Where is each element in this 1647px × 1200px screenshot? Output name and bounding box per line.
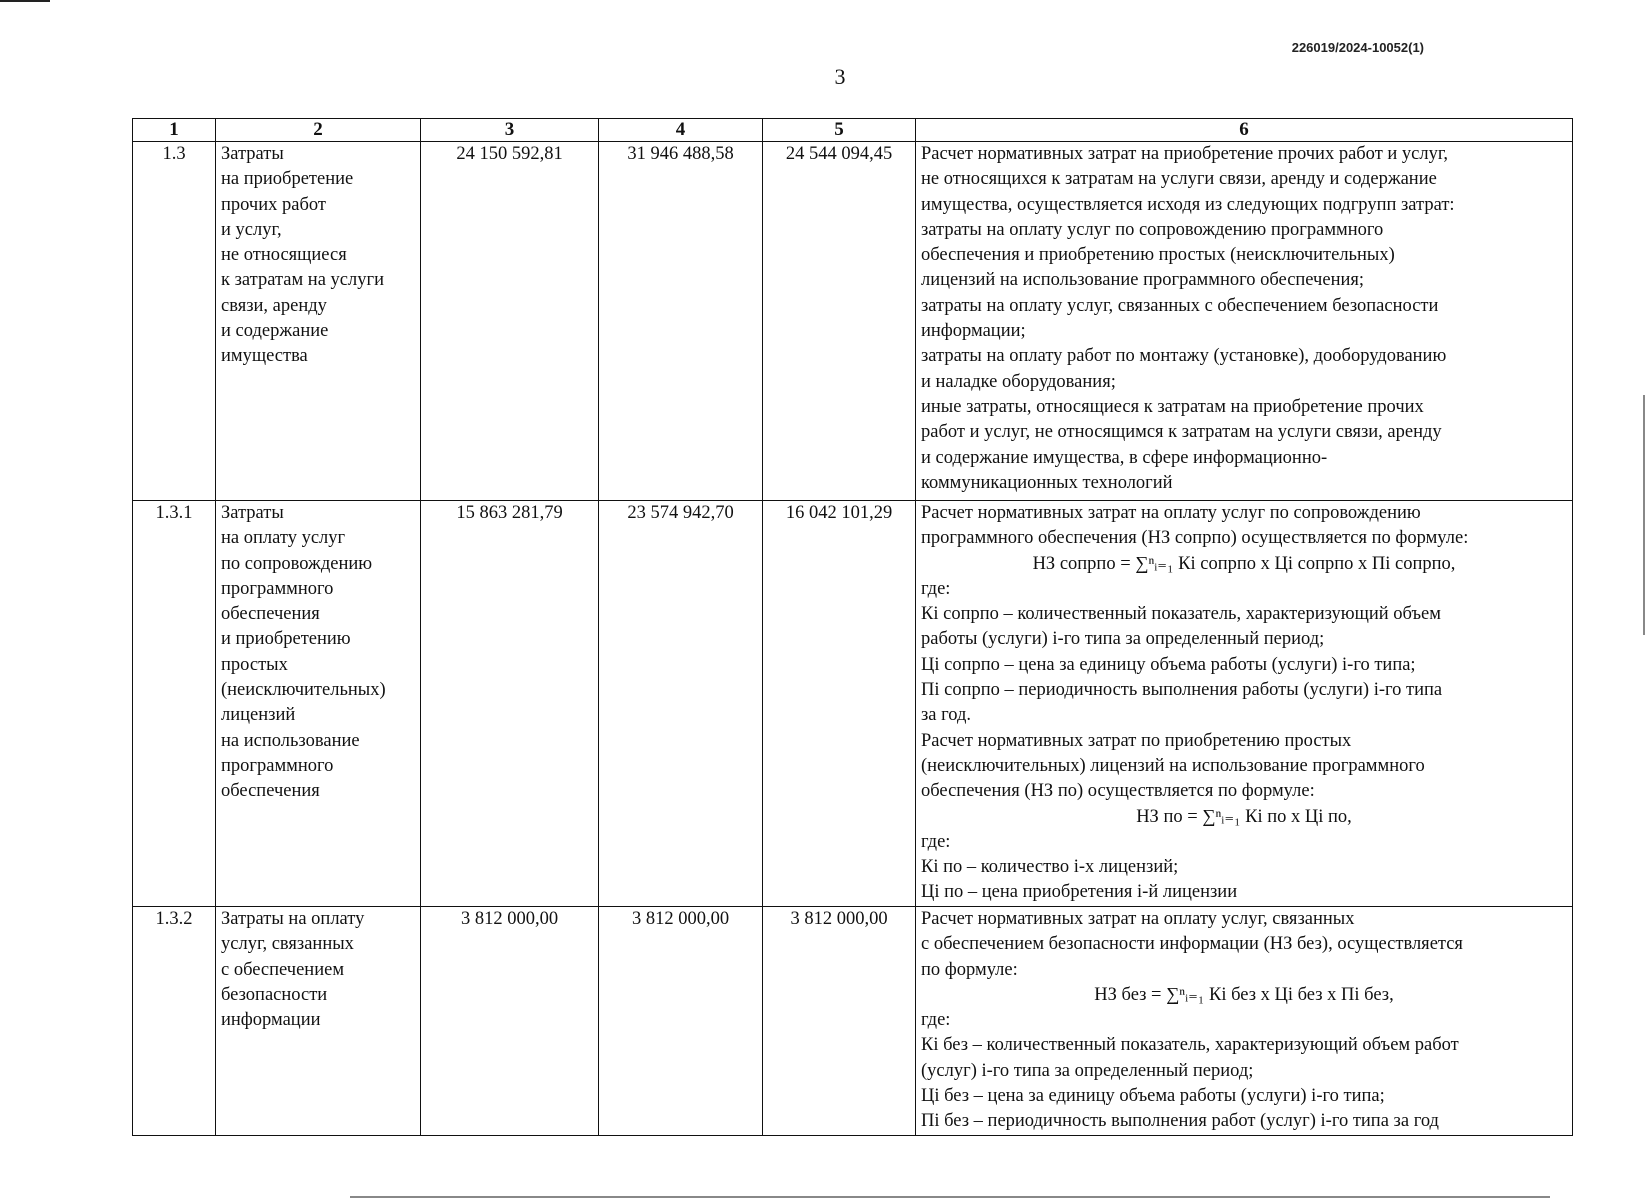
name-line: прочих работ <box>221 194 326 215</box>
cost-table <box>132 118 1573 1136</box>
desc-line: (услуг) i-го типа за определенный период; <box>921 1060 1254 1081</box>
name-line: и приобретению <box>221 629 351 650</box>
formula-line: НЗ без = ∑ⁿᵢ₌₁ Кi без x Цi без x Пi без, <box>1094 984 1394 1005</box>
name-line: на использование <box>221 730 360 751</box>
desc-line: (неисключительных) лицензий на использование программного <box>921 755 1425 776</box>
amount-col3: 15 863 281,79 <box>421 501 599 907</box>
name-line: Затраты <box>221 144 284 164</box>
desc-line: и содержание имущества, в сфере информационно- <box>921 447 1328 468</box>
name-line: Затраты <box>221 503 284 523</box>
desc-line: с обеспечением безопасности информации (НЗ без), осуществляется <box>921 934 1463 955</box>
desc-line: Пi без – периодичность выполнения работ (услуг) i-го типа за год <box>921 1111 1439 1132</box>
scan-artifact-line <box>1643 395 1645 635</box>
row-description <box>916 501 1573 907</box>
desc-line: Цi без – цена за единицу объема работы (услуги) i-го типа; <box>921 1086 1385 1107</box>
amount-col3: 24 150 592,81 <box>421 142 599 501</box>
name-line: информации <box>221 1010 321 1031</box>
desc-line: где: <box>921 831 951 852</box>
table-header-row <box>133 119 1573 142</box>
desc-line: Кi без – количественный показатель, характеризующий объем работ <box>921 1035 1459 1056</box>
name-line: на оплату услуг <box>221 528 346 549</box>
name-line: обеспечения <box>221 781 320 802</box>
row-number: 1.3.1 <box>133 501 216 907</box>
desc-line: Кi сопрпо – количественный показатель, характеризующий объем <box>921 604 1441 625</box>
desc-line: Расчет нормативных затрат по приобретению простых <box>921 730 1352 751</box>
column-header: 2 <box>216 119 421 142</box>
desc-line: Расчет нормативных затрат на оплату услуг по сопровождению <box>921 503 1421 523</box>
desc-line: работ и услуг, не относящимся к затратам на услуги связи, аренду <box>921 422 1442 443</box>
name-line: услуг, связанных <box>221 934 354 955</box>
desc-line: по формуле: <box>921 959 1018 980</box>
name-line: имущества <box>221 346 308 367</box>
amount-col5: 24 544 094,45 <box>763 142 916 501</box>
name-line: связи, аренду <box>221 295 327 316</box>
amount-col5: 3 812 000,00 <box>763 907 916 1136</box>
name-line: лицензий <box>221 705 296 726</box>
desc-line: иные затраты, относящиеся к затратам на приобретение прочих <box>921 396 1424 417</box>
name-line: (неисключительных) <box>221 680 386 701</box>
name-line: программного <box>221 755 334 776</box>
column-header: 1 <box>133 119 216 142</box>
desc-line: информации; <box>921 321 1026 342</box>
scan-artifact-line <box>350 1196 1550 1198</box>
desc-line: Кi по – количество i-х лицензий; <box>921 857 1179 878</box>
desc-line: и наладке оборудования; <box>921 371 1116 392</box>
desc-line: затраты на оплату услуг, связанных с обеспечением безопасности <box>921 295 1439 316</box>
column-header: 6 <box>916 119 1573 142</box>
name-line: с обеспечением <box>221 959 345 980</box>
desc-line: не относящихся к затратам на услуги связи, аренду и содержание <box>921 169 1437 190</box>
desc-line: где: <box>921 578 951 599</box>
desc-line: имущества, осуществляется исходя из следующих подгрупп затрат: <box>921 194 1455 215</box>
name-line: Затраты на оплату <box>221 909 365 929</box>
amount-col4: 3 812 000,00 <box>599 907 763 1136</box>
desc-line: затраты на оплату работ по монтажу (установке), дооборудованию <box>921 346 1447 367</box>
desc-line: где: <box>921 1010 951 1031</box>
name-line: программного <box>221 578 334 599</box>
desc-line: за год. <box>921 705 972 726</box>
amount-col4: 31 946 488,58 <box>599 142 763 501</box>
name-line: и содержание <box>221 321 329 342</box>
formula-line: НЗ по = ∑ⁿᵢ₌₁ Кi по x Цi по, <box>1136 806 1352 827</box>
desc-line: Расчет нормативных затрат на приобретение прочих работ и услуг, <box>921 144 1448 164</box>
name-line: и услуг, <box>221 219 282 240</box>
desc-line: обеспечения (НЗ по) осуществляется по формуле: <box>921 781 1315 802</box>
desc-line: Пi сопрпо – периодичность выполнения работы (услуги) i-го типа <box>921 680 1443 701</box>
page-number: 3 <box>834 64 846 89</box>
table-row <box>133 907 1573 1136</box>
column-header: 5 <box>763 119 916 142</box>
column-header: 4 <box>599 119 763 142</box>
row-name <box>216 907 421 1136</box>
amount-col5: 16 042 101,29 <box>763 501 916 907</box>
row-description <box>916 907 1573 1136</box>
table-row <box>133 142 1573 501</box>
scan-corner-mark <box>0 0 50 2</box>
desc-line: работы (услуги) i-го типа за определенный период; <box>921 629 1325 650</box>
row-number: 1.3.2 <box>133 907 216 1136</box>
name-line: не относящиеся <box>221 245 347 266</box>
amount-col4: 23 574 942,70 <box>599 501 763 907</box>
row-description <box>916 142 1573 501</box>
desc-line: затраты на оплату услуг по сопровождению программного <box>921 219 1384 240</box>
name-line: безопасности <box>221 984 328 1005</box>
name-line: к затратам на услуги <box>221 270 384 291</box>
desc-line: Цi по – цена приобретения i-й лицензии <box>921 882 1238 903</box>
row-name <box>216 142 421 501</box>
formula-line: НЗ сопрпо = ∑ⁿᵢ₌₁ Кi сопрпо x Цi сопрпо x Пi сопрпо, <box>1032 553 1456 574</box>
desc-line: обеспечения и приобретению простых (неисключительных) <box>921 245 1395 266</box>
row-number: 1.3 <box>133 142 216 501</box>
desc-line: программного обеспечения (НЗ сопрпо) осуществляется по формуле: <box>921 528 1469 549</box>
desc-line: коммуникационных технологий <box>921 472 1173 493</box>
table-row <box>133 501 1573 907</box>
desc-line: Цi сопрпо – цена за единицу объема работы (услуги) i-го типа; <box>921 654 1416 675</box>
name-line: на приобретение <box>221 169 354 190</box>
amount-col3: 3 812 000,00 <box>421 907 599 1136</box>
column-header: 3 <box>421 119 599 142</box>
row-name <box>216 501 421 907</box>
name-line: обеспечения <box>221 604 320 625</box>
name-line: простых <box>221 654 288 675</box>
desc-line: лицензий на использование программного обеспечения; <box>921 270 1365 291</box>
document-id: 226019/2024-10052(1) <box>1291 40 1424 55</box>
desc-line: Расчет нормативных затрат на оплату услуг, связанных <box>921 909 1355 929</box>
name-line: по сопровождению <box>221 553 373 574</box>
